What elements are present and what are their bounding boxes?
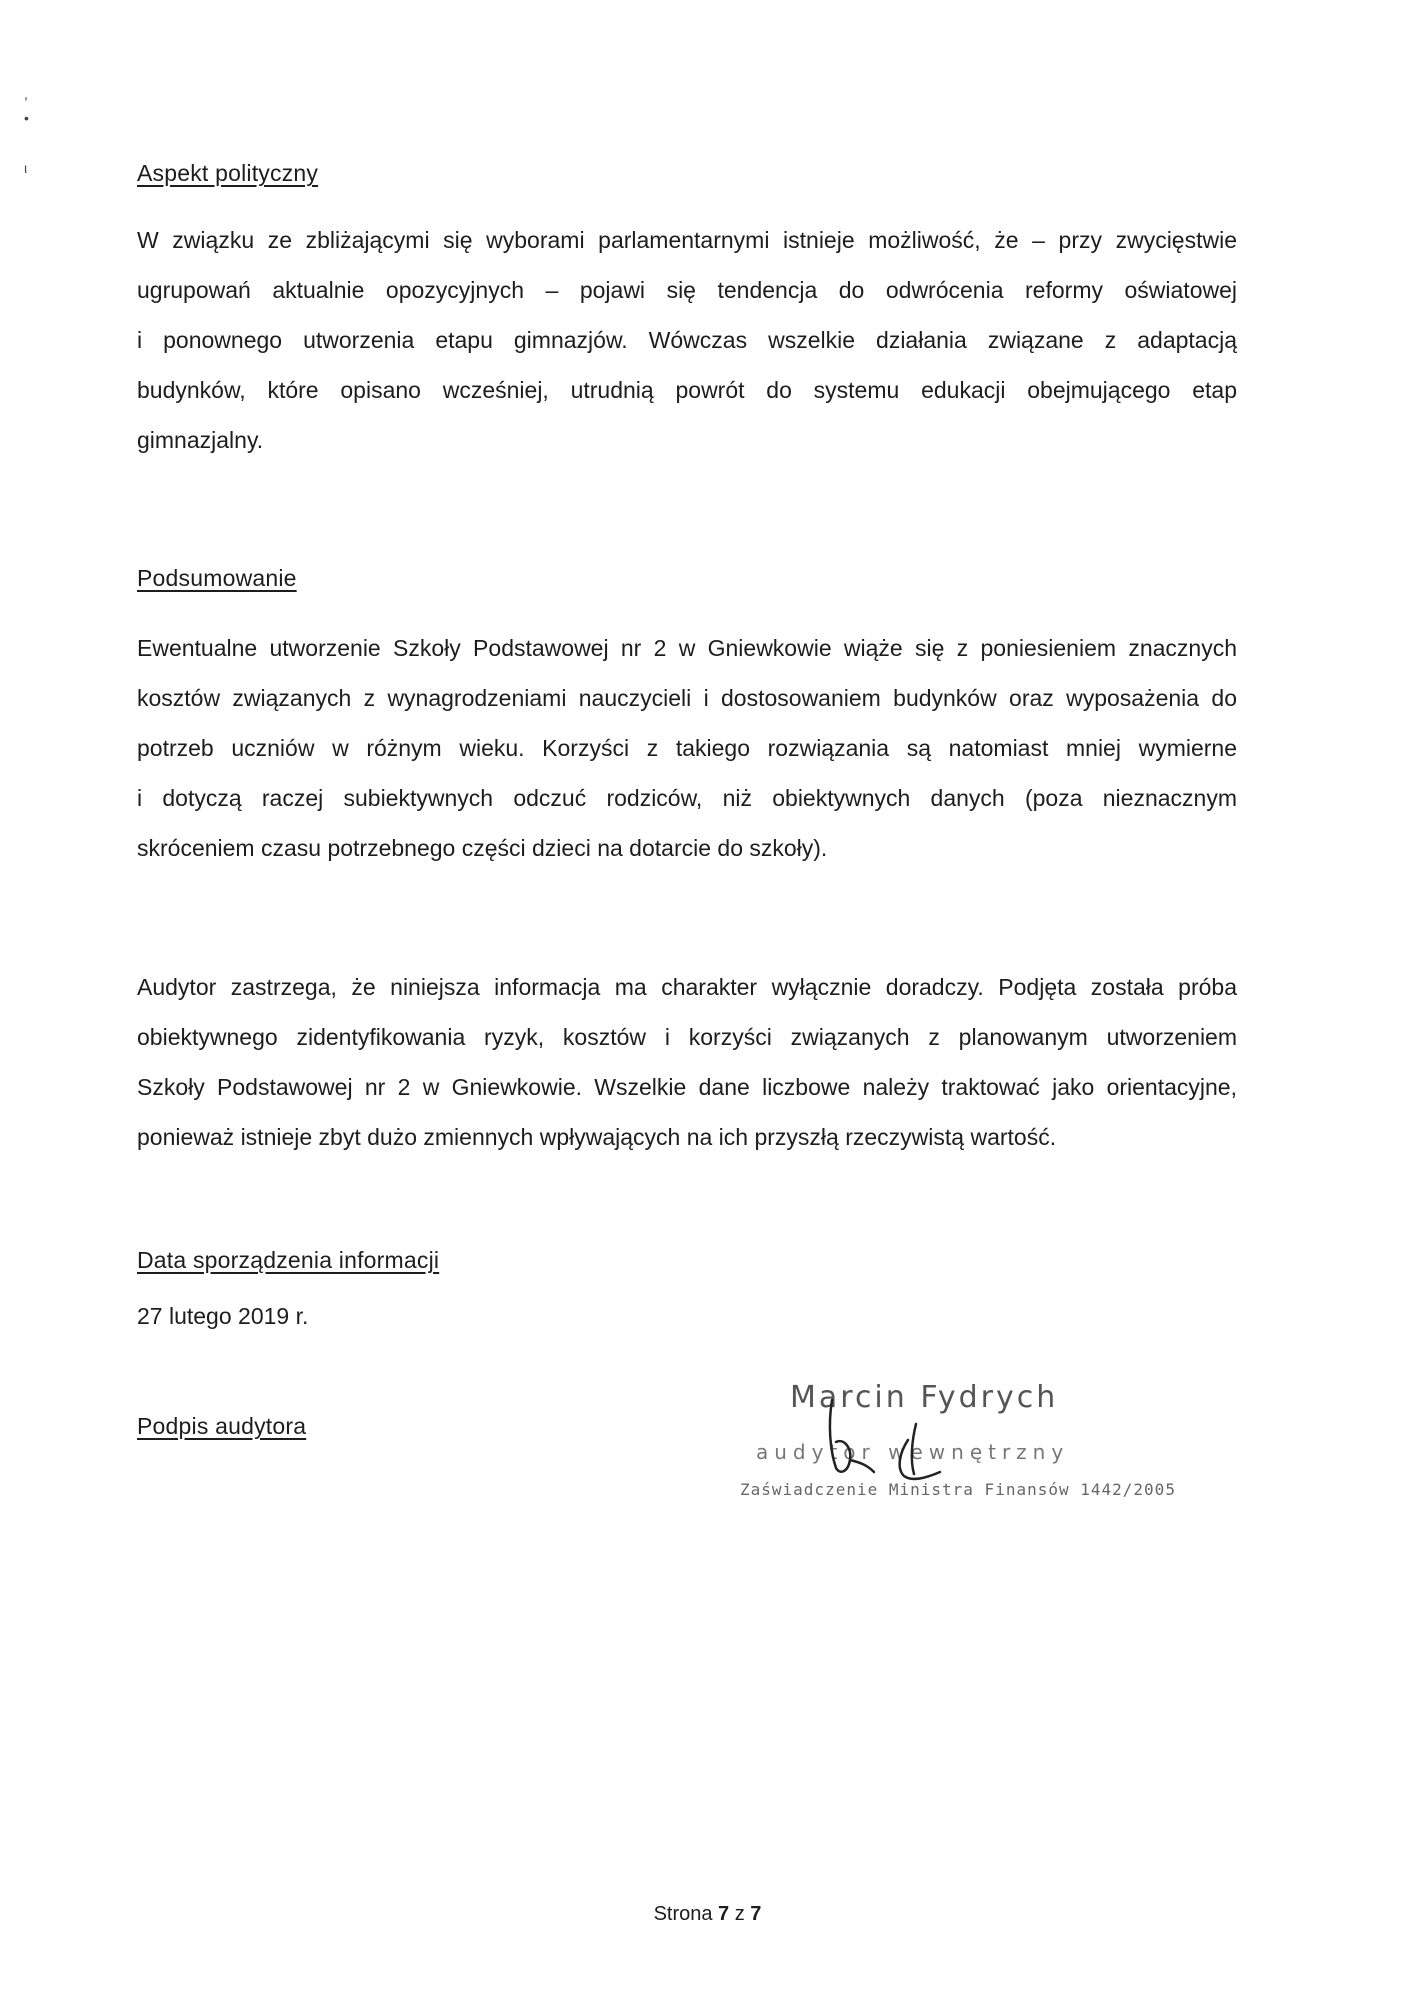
paragraph-line: gimnazjalny.: [137, 427, 264, 453]
paragraph-line: ponieważ istnieje zbyt dużo zmiennych wpływających na ich przyszłą rzeczywistą wartość.: [137, 1124, 1057, 1150]
paragraph-line: kosztów związanych z wynagrodzeniami nauczycieli i dostosowaniem budynków oraz wyposażenia do: [137, 685, 1237, 711]
stamp-certificate: Zaświadczenie Ministra Finansów 1442/2005: [740, 1480, 1176, 1499]
summary-heading: Podsumowanie: [137, 565, 297, 591]
paragraph-line: Audytor zastrzega, że niniejsza informacja ma charakter wyłącznie doradczy. Podjęta została próba: [137, 974, 1237, 1000]
margin-mark: ι: [24, 160, 28, 176]
summary-paragraph: [137, 623, 1237, 873]
paragraph-line: Ewentualne utworzenie Szkoły Podstawowej nr 2 w Gniewkowie wiąże się z poniesieniem znacznych: [137, 635, 1237, 661]
handwritten-signature: [740, 1380, 1080, 1530]
footer-separator: z: [729, 1903, 751, 1925]
paragraph-line: i dotyczą raczej subiektywnych odczuć rodziców, niż obiektywnych danych (poza nieznacznym: [137, 785, 1237, 811]
paragraph-line: budynków, które opisano wcześniej, utrudnią powrót do systemu edukacji obejmującego etap: [137, 377, 1237, 403]
signature-heading: Podpis audytora: [137, 1413, 307, 1439]
page-footer: [0, 1903, 1415, 1926]
paragraph-line: i ponownego utworzenia etapu gimnazjów. Wówczas wszelkie działania związane z adaptacją: [137, 327, 1237, 353]
stamp-role: audytor wewnętrzny: [756, 1440, 1070, 1464]
margin-mark: •: [24, 110, 29, 126]
disclaimer-paragraph: [137, 962, 1237, 1162]
stamp-name: Marcin Fydrych: [790, 1380, 1059, 1415]
footer-page: 7: [718, 1903, 730, 1925]
date-heading: Data sporządzenia informacji: [137, 1247, 440, 1273]
signature-stamp: [740, 1380, 1176, 1530]
political-paragraph: [137, 215, 1237, 465]
margin-mark: ,: [24, 86, 28, 102]
political-heading: Aspekt polityczny: [137, 160, 319, 186]
paragraph-line: obiektywnego zidentyfikowania ryzyk, kosztów i korzyści związanych z planowanym utworzeniem: [137, 1024, 1237, 1050]
paragraph-line: skróceniem czasu potrzebnego części dzieci na dotarcie do szkoły).: [137, 835, 828, 861]
paragraph-line: Szkoły Podstawowej nr 2 w Gniewkowie. Wszelkie dane liczbowe należy traktować jako orientacyjne,: [137, 1074, 1237, 1100]
footer-prefix: Strona: [653, 1903, 719, 1925]
paragraph-line: potrzeb uczniów w różnym wieku. Korzyści z takiego rozwiązania są natomiast mniej wymierne: [137, 735, 1237, 761]
date-value: 27 lutego 2019 r.: [137, 1303, 309, 1329]
paragraph-line: ugrupowań aktualnie opozycyjnych – pojawi się tendencja do odwrócenia reformy oświatowej: [137, 277, 1237, 303]
footer-total: 7: [750, 1903, 762, 1925]
paragraph-line: W związku ze zbliżającymi się wyborami parlamentarnymi istnieje możliwość, że – przy zwycięstwie: [137, 227, 1237, 253]
